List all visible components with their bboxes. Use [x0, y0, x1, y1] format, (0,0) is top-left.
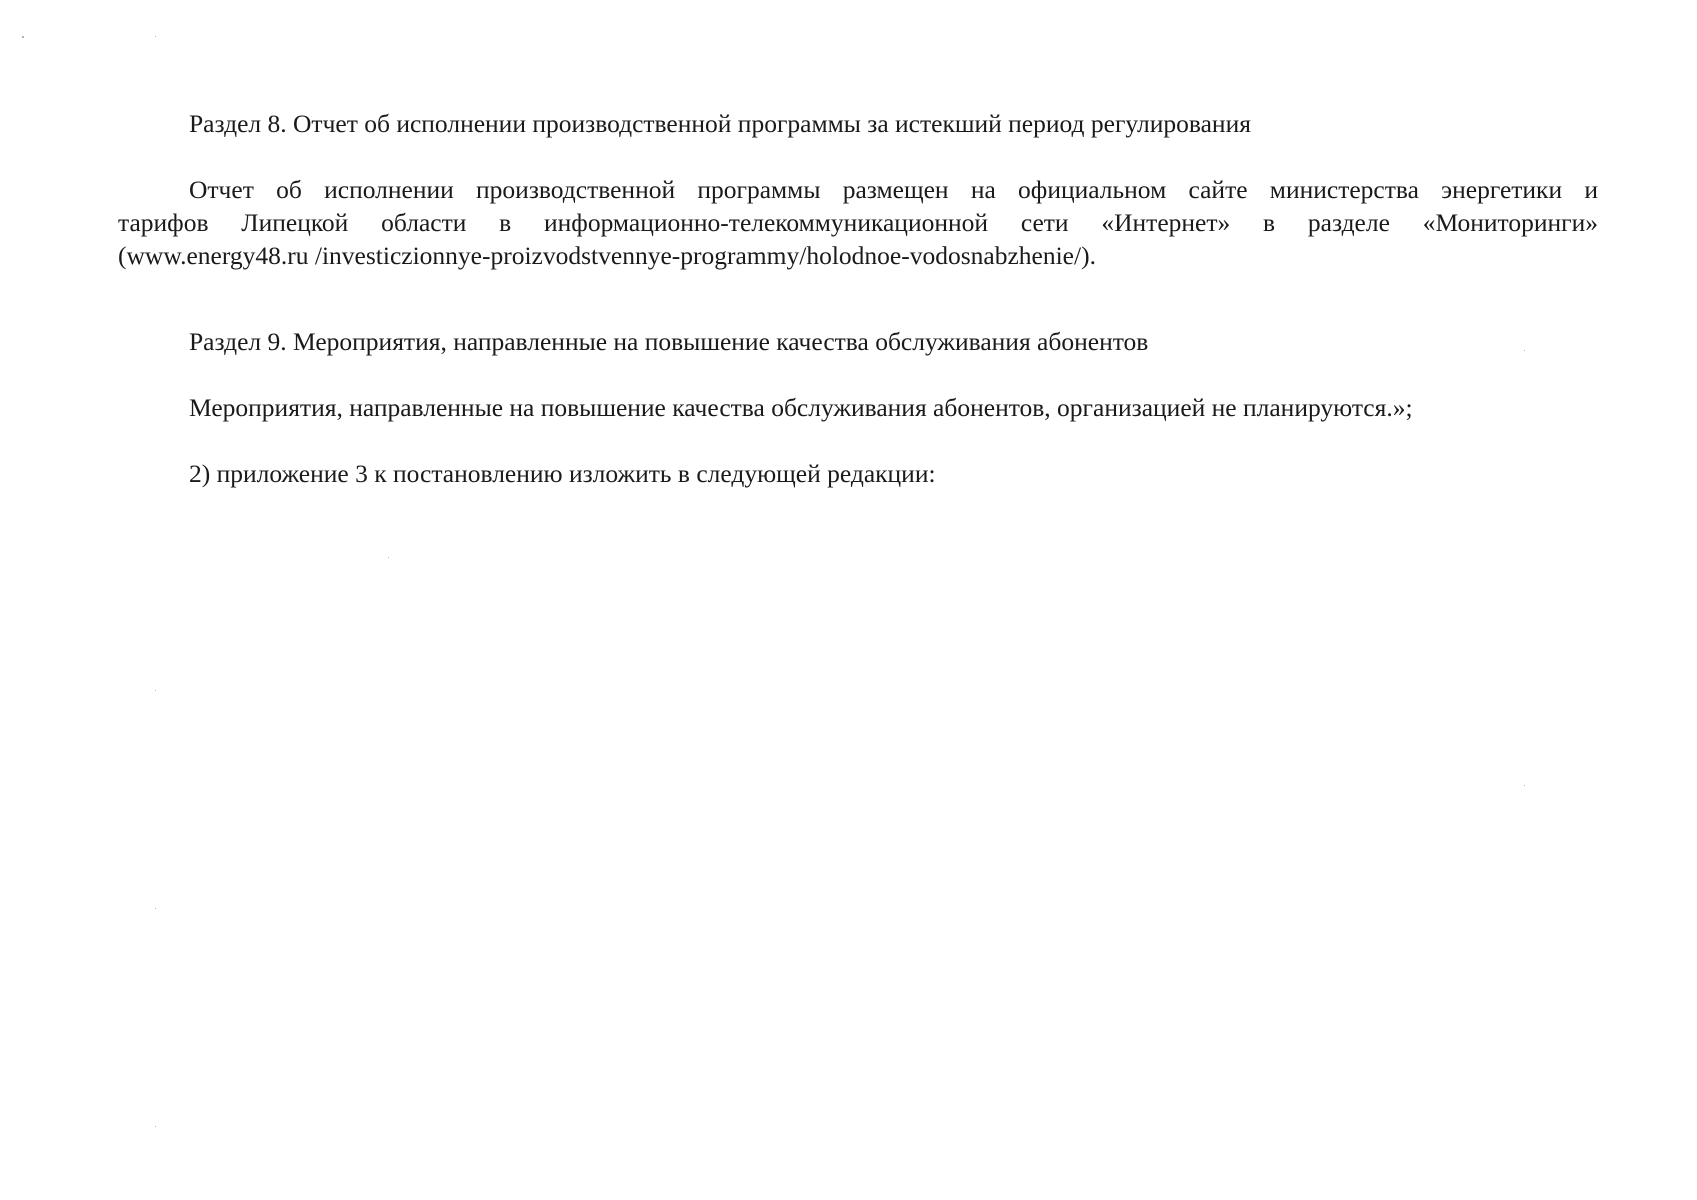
item-2-instruction: 2) приложение 3 к постановлению изложить в следующей редакции:	[189, 459, 936, 488]
section-9-heading: Раздел 9. Мероприятия, направленные на повышение качества обслуживания абонентов	[189, 327, 1149, 356]
section-8-body	[118, 173, 1598, 272]
scan-speck	[155, 908, 156, 909]
section-8-body-line-2: тарифов Липецкой области в информационно-телекоммуникационной сети «Интернет» в разделе «Мониторинги»	[118, 208, 1598, 237]
scan-speck	[22, 36, 24, 38]
scan-speck	[1524, 785, 1525, 786]
scan-speck	[155, 36, 156, 37]
scan-speck	[155, 690, 156, 691]
scan-speck	[388, 557, 389, 558]
section-9-body: Мероприятия, направленные на повышение качества обслуживания абонентов, организацией не планируются.»;	[189, 393, 1413, 422]
section-8-body-line-1: Отчет об исполнении производственной программы размещен на официальном сайте министерства энергетики и	[189, 175, 1598, 204]
section-8-heading: Раздел 8. Отчет об исполнении производственной программы за истекший период регулирования	[189, 109, 1251, 138]
scan-speck	[155, 1126, 156, 1127]
scan-speck	[1524, 350, 1525, 351]
section-8-body-line-3: (www.energy48.ru /investiczionnye-proizvodstvennye-programmy/holodnoe-vodosnabzhenie/).	[118, 241, 1096, 270]
